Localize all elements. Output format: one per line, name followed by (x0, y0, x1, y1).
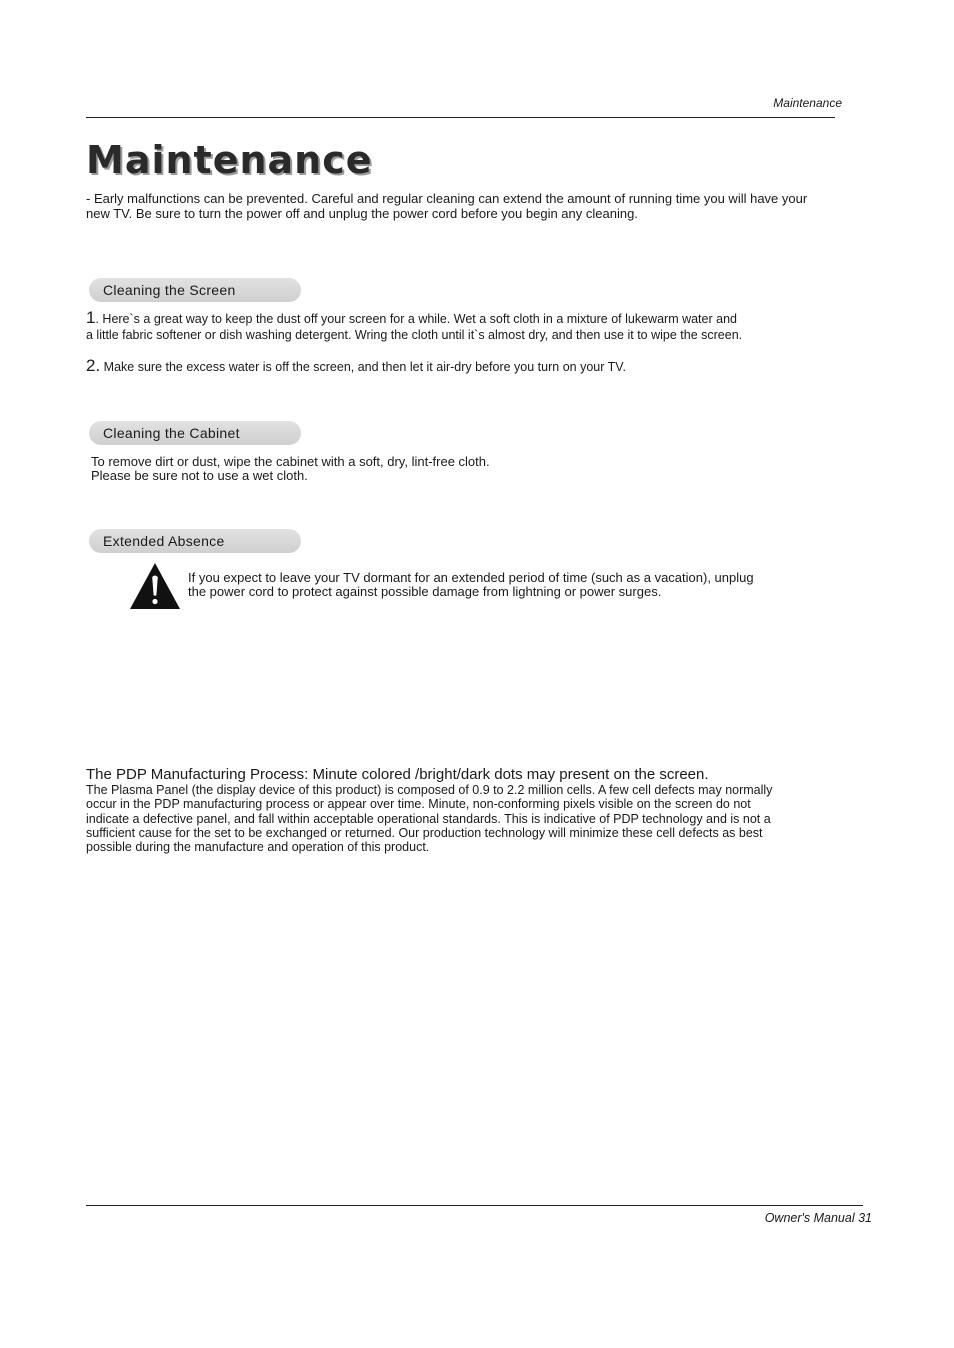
step-2 (86, 358, 886, 375)
pdp-heading: The PDP Manufacturing Process: Minute colored /bright/dark dots may present on the screen. (86, 766, 709, 783)
cabinet-line: To remove dirt or dust, wipe the cabinet with a soft, dry, lint-free cloth. (91, 454, 490, 469)
page-title: Maintenance (86, 138, 373, 182)
step-number: 2. (86, 356, 101, 375)
section-heading-cleaning-screen: Cleaning the Screen (89, 278, 301, 302)
absence-line: the power cord to protect against possible damage from lightning or power surges. (188, 584, 662, 599)
intro-line: - Early malfunctions can be prevented. Careful and regular cleaning can extend the amount of running time you will have your (86, 191, 808, 206)
pdp-line: indicate a defective panel, and fall within acceptable operational standards. This is indicative of PDP technology and is not a (86, 811, 771, 826)
section-heading-cleaning-cabinet: Cleaning the Cabinet (89, 421, 301, 445)
header-rule (86, 117, 835, 118)
intro-paragraph (86, 191, 876, 221)
footer-rule (86, 1205, 863, 1206)
page-footer: Owner's Manual 31 (764, 1211, 872, 1225)
pdp-line: sufficient cause for the set to be exchanged or returned. Our production technology will minimize these cell defects as best (86, 825, 763, 840)
step-text: . Here`s a great way to keep the dust off your screen for a while. Wet a soft cloth in a mixture of lukewarm water and (95, 312, 737, 326)
pdp-line: The Plasma Panel (the display device of this product) is composed of 0.9 to 2.2 million cells. A few cell defects may normally (86, 783, 773, 797)
step-text: Make sure the excess water is off the screen, and then let it air-dry before you turn on your TV. (100, 360, 626, 374)
step-1 (86, 310, 886, 343)
pdp-line: occur in the PDP manufacturing process or appear over time. Minute, non-conforming pixels visible on the screen do not (86, 797, 751, 812)
absence-line: If you expect to leave your TV dormant for an extended period of time (such as a vacation), unplug (188, 570, 754, 585)
step-line: a little fabric softener or dish washing detergent. Wring the cloth until it`s almost dry, and then use it to wipe the screen. (86, 328, 743, 342)
warning-icon (129, 562, 181, 615)
absence-paragraph (188, 571, 754, 599)
pdp-paragraph (86, 783, 866, 854)
step-line (86, 310, 886, 327)
section-heading-extended-absence: Extended Absence (89, 529, 301, 553)
intro-line: new TV. Be sure to turn the power off and unplug the power cord before you begin any cleaning. (86, 206, 638, 221)
cabinet-paragraph (91, 455, 490, 483)
running-header: Maintenance (773, 96, 842, 110)
step-line (86, 358, 886, 375)
pdp-line: possible during the manufacture and operation of this product. (86, 840, 430, 855)
cabinet-line: Please be sure not to use a wet cloth. (91, 468, 308, 483)
step-number: 1 (86, 308, 96, 327)
